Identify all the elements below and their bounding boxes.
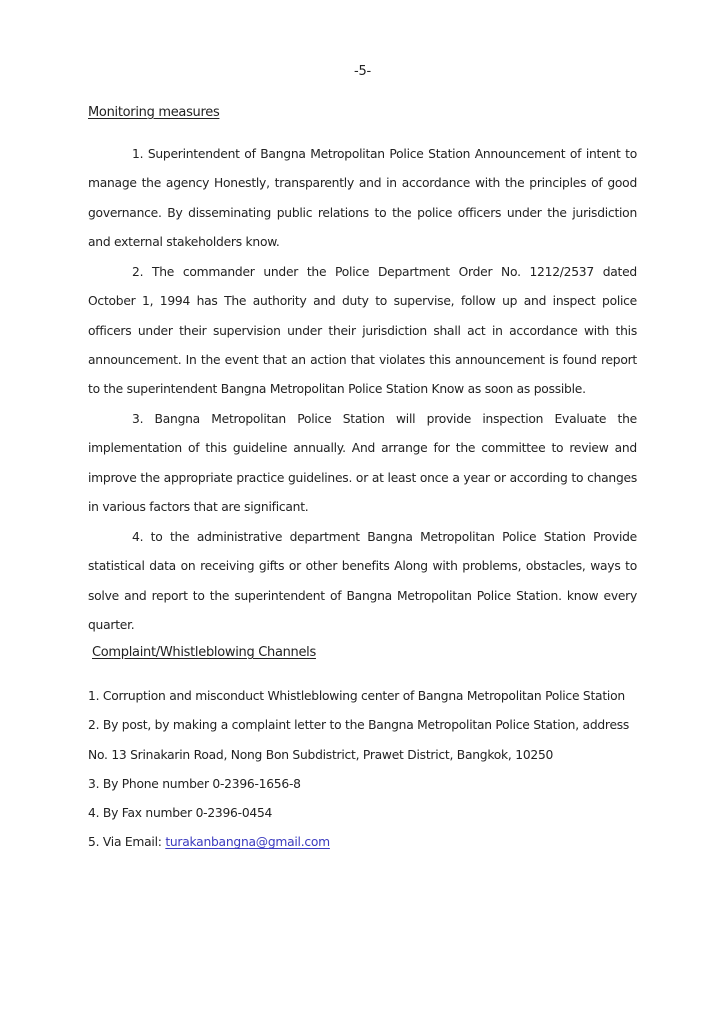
channel-item-5-email xyxy=(88,828,648,857)
email-label: 5. Via Email: xyxy=(88,835,166,850)
monitoring-item-3: 3. Bangna Metropolitan Police Station will provide inspection Evaluate the implementation of this guideline annually. And arrange for the committee to review and improve the appropriate practice guidelines. or at least once a year or according to changes in various factors that are significant. xyxy=(88,412,637,514)
complaint-channels-heading: Complaint/Whistleblowing Channels xyxy=(92,645,316,660)
monitoring-item-4: 4. to the administrative department Bangna Metropolitan Police Station Provide statistical data on receiving gifts or other benefits Along with problems, obstacles, ways to solve and report to the superintendent of Bangna Metropolitan Police Station. know every quarter. xyxy=(88,530,637,632)
email-link[interactable]: turakanbangna@gmail.com xyxy=(165,835,330,850)
channel-item-3-phone: 3. By Phone number 0-2396-1656-8 xyxy=(88,776,301,791)
complaint-channels-list xyxy=(88,682,648,858)
monitoring-measures-heading: Monitoring measures xyxy=(88,105,220,120)
channel-item-2-address: No. 13 Srinakarin Road, Nong Bon Subdistrict, Prawet District, Bangkok, 10250 xyxy=(88,747,554,762)
channel-item-2: 2. By post, by making a complaint letter to the Bangna Metropolitan Police Station, address xyxy=(88,718,630,733)
page-number: -5- xyxy=(353,64,372,79)
channel-item-1: 1. Corruption and misconduct Whistleblowing center of Bangna Metropolitan Police Station xyxy=(88,689,625,703)
monitoring-item-1: 1. Superintendent of Bangna Metropolitan Police Station Announcement of intent to manage the agency Honestly, transparently and in accordance with the principles of good governance. By disseminating public relations to the police officers under the jurisdiction and external stakeholders know. xyxy=(88,147,637,249)
monitoring-item-2: 2. The commander under the Police Department Order No. 1212/2537 dated October 1, 1994 has The authority and duty to supervise, follow up and inspect police officers under their supervision under their jurisdiction shall act in accordance with this announcement. In the event that an action that violates this announcement is found report to the superintendent Bangna Metropolitan Police Station Know as soon as possible. xyxy=(88,265,637,397)
channel-item-4-fax: 4. By Fax number 0-2396-0454 xyxy=(88,806,273,821)
